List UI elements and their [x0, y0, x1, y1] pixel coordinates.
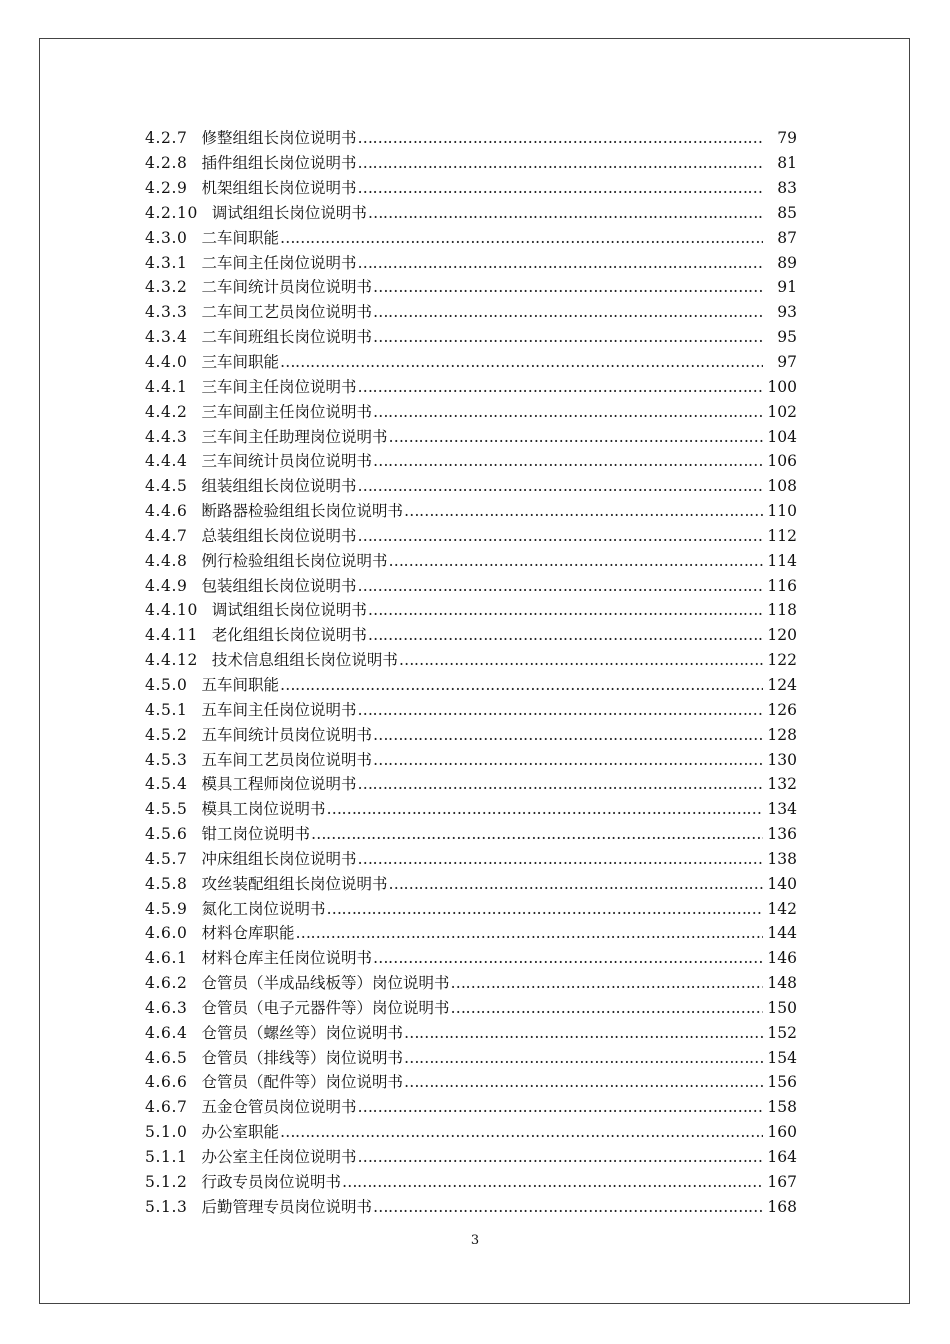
toc-dot-leader — [357, 772, 763, 796]
toc-entry[interactable] — [145, 573, 797, 598]
toc-entry-number: 4.6.1 — [145, 949, 188, 968]
toc-entry-title: 插件组组长岗位说明书 — [201, 154, 357, 173]
toc-entry-title: 五车间职能 — [201, 675, 279, 694]
toc-entry-page: 160 — [767, 1123, 797, 1142]
toc-entry-page: 150 — [767, 998, 797, 1017]
toc-dot-leader — [357, 847, 763, 871]
toc-entry-title: 二车间工艺员岗位说明书 — [201, 303, 372, 322]
toc-entry[interactable] — [145, 921, 797, 946]
toc-entry[interactable] — [145, 275, 797, 300]
toc-entry-number: 4.3.4 — [145, 328, 188, 347]
toc-entry[interactable] — [145, 1095, 797, 1120]
toc-entry-page: 118 — [767, 601, 797, 620]
toc-entry-title: 三车间职能 — [201, 353, 279, 372]
toc-entry-page: 148 — [767, 974, 797, 993]
toc-entry[interactable] — [145, 722, 797, 747]
toc-entry-title: 五金仓管员岗位说明书 — [201, 1098, 357, 1117]
toc-entry-number: 4.5.9 — [145, 899, 188, 918]
toc-entry[interactable] — [145, 300, 797, 325]
toc-entry[interactable] — [145, 449, 797, 474]
toc-dot-leader — [357, 574, 763, 598]
toc-entry-title: 仓管员（配件等）岗位说明书 — [201, 1073, 403, 1092]
toc-entry[interactable] — [145, 623, 797, 648]
toc-entry-page: 144 — [767, 924, 797, 943]
toc-dot-leader — [450, 996, 763, 1020]
toc-dot-leader — [404, 1021, 763, 1045]
toc-entry-number: 4.4.7 — [145, 526, 188, 545]
toc-entry-page: 102 — [767, 402, 797, 421]
toc-dot-leader — [280, 1120, 763, 1144]
toc-entry-number: 5.1.2 — [145, 1172, 188, 1191]
toc-entry-page: 85 — [777, 203, 797, 222]
toc-entry-page: 164 — [767, 1148, 797, 1167]
toc-entry-page: 89 — [777, 253, 797, 272]
toc-entry-number: 4.4.6 — [145, 502, 188, 521]
toc-entry-number: 4.6.0 — [145, 924, 188, 943]
toc-entry-title: 二车间统计员岗位说明书 — [201, 278, 372, 297]
toc-entry-title: 仓管员（螺丝等）岗位说明书 — [201, 1023, 403, 1042]
toc-entry-page: 79 — [777, 129, 797, 148]
toc-entry-title: 二车间班组长岗位说明书 — [201, 328, 372, 347]
toc-dot-leader — [280, 226, 763, 250]
toc-entry-title: 技术信息组组长岗位说明书 — [211, 651, 398, 670]
toc-entry-number: 4.3.2 — [145, 278, 188, 297]
toc-entry[interactable] — [145, 1194, 797, 1219]
toc-entry[interactable] — [145, 797, 797, 822]
toc-entry-page: 114 — [767, 551, 797, 570]
toc-dot-leader — [280, 350, 763, 374]
toc-entry-page: 106 — [767, 452, 797, 471]
toc-entry[interactable] — [145, 598, 797, 623]
toc-entry-page: 112 — [767, 526, 797, 545]
toc-dot-leader — [368, 598, 763, 622]
toc-entry[interactable] — [145, 946, 797, 971]
toc-entry-page: 83 — [777, 179, 797, 198]
toc-entry-title: 办公室职能 — [201, 1123, 279, 1142]
toc-dot-leader — [357, 698, 763, 722]
toc-dot-leader — [357, 474, 763, 498]
toc-entry-page: 142 — [767, 899, 797, 918]
toc-entry-title: 仓管员（半成品线板等）岗位说明书 — [201, 974, 450, 993]
toc-entry[interactable] — [145, 201, 797, 226]
toc-dot-leader — [373, 748, 763, 772]
toc-entry-number: 4.5.7 — [145, 849, 188, 868]
toc-entry-number: 4.6.7 — [145, 1098, 188, 1117]
toc-entry-title: 二车间职能 — [201, 228, 279, 247]
toc-dot-leader — [373, 275, 763, 299]
toc-entry-title: 材料仓库职能 — [201, 924, 295, 943]
toc-entry[interactable] — [145, 871, 797, 896]
toc-dot-leader — [373, 400, 763, 424]
toc-entry-title: 仓管员（排线等）岗位说明书 — [201, 1048, 403, 1067]
toc-entry-title: 机架组组长岗位说明书 — [201, 179, 357, 198]
page-number: 3 — [470, 1233, 480, 1248]
toc-dot-leader — [357, 1145, 763, 1169]
toc-dot-leader — [388, 425, 763, 449]
toc-entry-title: 包装组组长岗位说明书 — [201, 576, 357, 595]
toc-entry[interactable] — [145, 996, 797, 1021]
toc-entry-title: 总装组组长岗位说明书 — [201, 526, 357, 545]
toc-dot-leader — [404, 499, 763, 523]
toc-dot-leader — [295, 921, 763, 945]
toc-entry-title: 三车间主任助理岗位说明书 — [201, 427, 388, 446]
toc-entry-title: 调试组组长岗位说明书 — [211, 203, 367, 222]
toc-entry-number: 4.5.2 — [145, 725, 188, 744]
toc-entry-number: 4.4.9 — [145, 576, 188, 595]
toc-dot-leader — [388, 872, 763, 896]
toc-entry[interactable] — [145, 747, 797, 772]
toc-entry-number: 4.5.4 — [145, 775, 188, 794]
toc-entry[interactable] — [145, 822, 797, 847]
toc-entry[interactable] — [145, 176, 797, 201]
toc-entry[interactable] — [145, 350, 797, 375]
toc-entry-page: 81 — [777, 154, 797, 173]
toc-entry-page: 100 — [767, 377, 797, 396]
toc-entry-page: 167 — [767, 1172, 797, 1191]
toc-entry-number: 4.4.4 — [145, 452, 188, 471]
toc-entry-page: 146 — [767, 949, 797, 968]
toc-entry-page: 154 — [767, 1048, 797, 1067]
toc-entry-page: 130 — [767, 750, 797, 769]
toc-entry-title: 钳工岗位说明书 — [201, 825, 310, 844]
toc-entry-number: 4.2.8 — [145, 154, 188, 173]
toc-entry[interactable] — [145, 772, 797, 797]
toc-dot-leader — [326, 897, 763, 921]
toc-entry-title: 氮化工岗位说明书 — [201, 899, 326, 918]
toc-entry-title: 办公室主任岗位说明书 — [201, 1148, 357, 1167]
toc-dot-leader — [357, 151, 763, 175]
toc-entry[interactable] — [145, 648, 797, 673]
toc-entry-number: 4.3.1 — [145, 253, 188, 272]
toc-entry-number: 4.5.1 — [145, 700, 188, 719]
toc-entry[interactable] — [145, 499, 797, 524]
toc-entry[interactable] — [145, 225, 797, 250]
toc-entry[interactable] — [145, 548, 797, 573]
toc-entry[interactable] — [145, 896, 797, 921]
toc-entry-title: 模具工程师岗位说明书 — [201, 775, 357, 794]
toc-entry-number: 5.1.0 — [145, 1123, 188, 1142]
toc-entry[interactable] — [145, 374, 797, 399]
toc-entry-title: 后勤管理专员岗位说明书 — [201, 1197, 372, 1216]
toc-dot-leader — [404, 1070, 763, 1094]
toc-entry-title: 行政专员岗位说明书 — [201, 1172, 341, 1191]
toc-entry-page: 93 — [777, 303, 797, 322]
toc-entry-page: 140 — [767, 874, 797, 893]
toc-entry[interactable] — [145, 126, 797, 151]
toc-entry[interactable] — [145, 1169, 797, 1194]
toc-entry-page: 128 — [767, 725, 797, 744]
toc-entry[interactable] — [145, 474, 797, 499]
toc-dot-leader — [280, 673, 763, 697]
toc-dot-leader — [373, 723, 763, 747]
toc-entry[interactable] — [145, 524, 797, 549]
toc-entry[interactable] — [145, 151, 797, 176]
toc-entry-page: 168 — [767, 1197, 797, 1216]
toc-entry-number: 4.2.7 — [145, 129, 188, 148]
toc-dot-leader — [357, 176, 763, 200]
toc-entry[interactable] — [145, 1020, 797, 1045]
toc-entry-number: 4.3.0 — [145, 228, 188, 247]
toc-dot-leader — [388, 549, 763, 573]
toc-entry-number: 4.6.6 — [145, 1073, 188, 1092]
toc-dot-leader — [373, 300, 763, 324]
toc-dot-leader — [399, 648, 763, 672]
toc-entry-title: 材料仓库主任岗位说明书 — [201, 949, 372, 968]
toc-dot-leader — [368, 201, 763, 225]
toc-entry-page: 110 — [767, 502, 797, 521]
toc-entry-number: 4.4.11 — [145, 626, 198, 645]
toc-dot-leader — [311, 822, 763, 846]
toc-entry-page: 124 — [767, 675, 797, 694]
toc-dot-leader — [342, 1170, 763, 1194]
toc-entry-page: 116 — [767, 576, 797, 595]
toc-entry-page: 158 — [767, 1098, 797, 1117]
toc-entry[interactable] — [145, 697, 797, 722]
toc-entry-number: 4.6.5 — [145, 1048, 188, 1067]
toc-entry-title: 老化组组长岗位说明书 — [211, 626, 367, 645]
toc-entry-page: 122 — [767, 651, 797, 670]
toc-entry-page: 120 — [767, 626, 797, 645]
toc-entry-number: 4.6.3 — [145, 998, 188, 1017]
toc-entry-title: 三车间主任岗位说明书 — [201, 377, 357, 396]
toc-entry[interactable] — [145, 846, 797, 871]
toc-entry-page: 156 — [767, 1073, 797, 1092]
toc-entry-title: 冲床组组长岗位说明书 — [201, 849, 357, 868]
toc-entry-title: 模具工岗位说明书 — [201, 800, 326, 819]
toc-dot-leader — [373, 1195, 763, 1219]
toc-dot-leader — [357, 251, 763, 275]
toc-entry-page: 152 — [767, 1023, 797, 1042]
toc-entry-title: 例行检验组组长岗位说明书 — [201, 551, 388, 570]
toc-entry[interactable] — [145, 971, 797, 996]
toc-entry-page: 126 — [767, 700, 797, 719]
toc-entry-page: 132 — [767, 775, 797, 794]
toc-entry[interactable] — [145, 1120, 797, 1145]
toc-dot-leader — [404, 1046, 763, 1070]
toc-entry-number: 4.6.4 — [145, 1023, 188, 1042]
toc-entry[interactable] — [145, 250, 797, 275]
toc-entry-number: 4.6.2 — [145, 974, 188, 993]
toc-dot-leader — [357, 1095, 763, 1119]
toc-entry-number: 5.1.3 — [145, 1197, 188, 1216]
toc-dot-leader — [450, 971, 763, 995]
toc-entry-number: 4.2.10 — [145, 203, 198, 222]
toc-entry-number: 4.4.12 — [145, 651, 198, 670]
toc-entry-number: 4.4.2 — [145, 402, 188, 421]
toc-entry-title: 断路器检验组组长岗位说明书 — [201, 502, 403, 521]
toc-entry-page: 104 — [767, 427, 797, 446]
toc-dot-leader — [357, 126, 763, 150]
toc-entry-number: 4.5.5 — [145, 800, 188, 819]
toc-entry-page: 97 — [777, 353, 797, 372]
toc-entry[interactable] — [145, 424, 797, 449]
toc-entry-title: 攻丝装配组组长岗位说明书 — [201, 874, 388, 893]
toc-entry-title: 仓管员（电子元器件等）岗位说明书 — [201, 998, 450, 1017]
toc-entry-number: 4.4.10 — [145, 601, 198, 620]
toc-dot-leader — [326, 797, 763, 821]
toc-entry[interactable] — [145, 399, 797, 424]
toc-entry-page: 136 — [767, 825, 797, 844]
toc-entry-number: 4.2.9 — [145, 179, 188, 198]
toc-entry-title: 三车间统计员岗位说明书 — [201, 452, 372, 471]
toc-entry-number: 4.5.6 — [145, 825, 188, 844]
toc-dot-leader — [357, 375, 763, 399]
toc-entry-title: 五车间工艺员岗位说明书 — [201, 750, 372, 769]
toc-entry-title: 修整组组长岗位说明书 — [201, 129, 357, 148]
toc-entry-title: 组装组组长岗位说明书 — [201, 477, 357, 496]
toc-entry-number: 5.1.1 — [145, 1148, 188, 1167]
toc-dot-leader — [368, 623, 763, 647]
toc-entry-page: 87 — [777, 228, 797, 247]
toc-entry-number: 4.4.8 — [145, 551, 188, 570]
toc-entry-number: 4.4.5 — [145, 477, 188, 496]
toc-dot-leader — [373, 325, 763, 349]
toc-entry-title: 二车间主任岗位说明书 — [201, 253, 357, 272]
toc-entry[interactable] — [145, 1145, 797, 1170]
toc-dot-leader — [357, 524, 763, 548]
toc-entry-title: 五车间统计员岗位说明书 — [201, 725, 372, 744]
toc-entry-page: 108 — [767, 477, 797, 496]
table-of-contents — [145, 126, 797, 1219]
toc-entry-page: 138 — [767, 849, 797, 868]
toc-entry-page: 134 — [767, 800, 797, 819]
toc-entry-number: 4.5.0 — [145, 675, 188, 694]
toc-entry-number: 4.4.3 — [145, 427, 188, 446]
toc-entry[interactable] — [145, 673, 797, 698]
toc-entry-title: 三车间副主任岗位说明书 — [201, 402, 372, 421]
toc-entry-number: 4.4.0 — [145, 353, 188, 372]
toc-dot-leader — [373, 449, 763, 473]
toc-entry-number: 4.4.1 — [145, 377, 188, 396]
toc-entry-number: 4.5.3 — [145, 750, 188, 769]
toc-entry-title: 五车间主任岗位说明书 — [201, 700, 357, 719]
toc-entry-page: 91 — [777, 278, 797, 297]
toc-entry-number: 4.3.3 — [145, 303, 188, 322]
toc-dot-leader — [373, 946, 763, 970]
toc-entry[interactable] — [145, 325, 797, 350]
toc-entry-title: 调试组组长岗位说明书 — [211, 601, 367, 620]
toc-entry-number: 4.5.8 — [145, 874, 188, 893]
toc-entry-page: 95 — [777, 328, 797, 347]
toc-entry[interactable] — [145, 1070, 797, 1095]
toc-entry[interactable] — [145, 1045, 797, 1070]
